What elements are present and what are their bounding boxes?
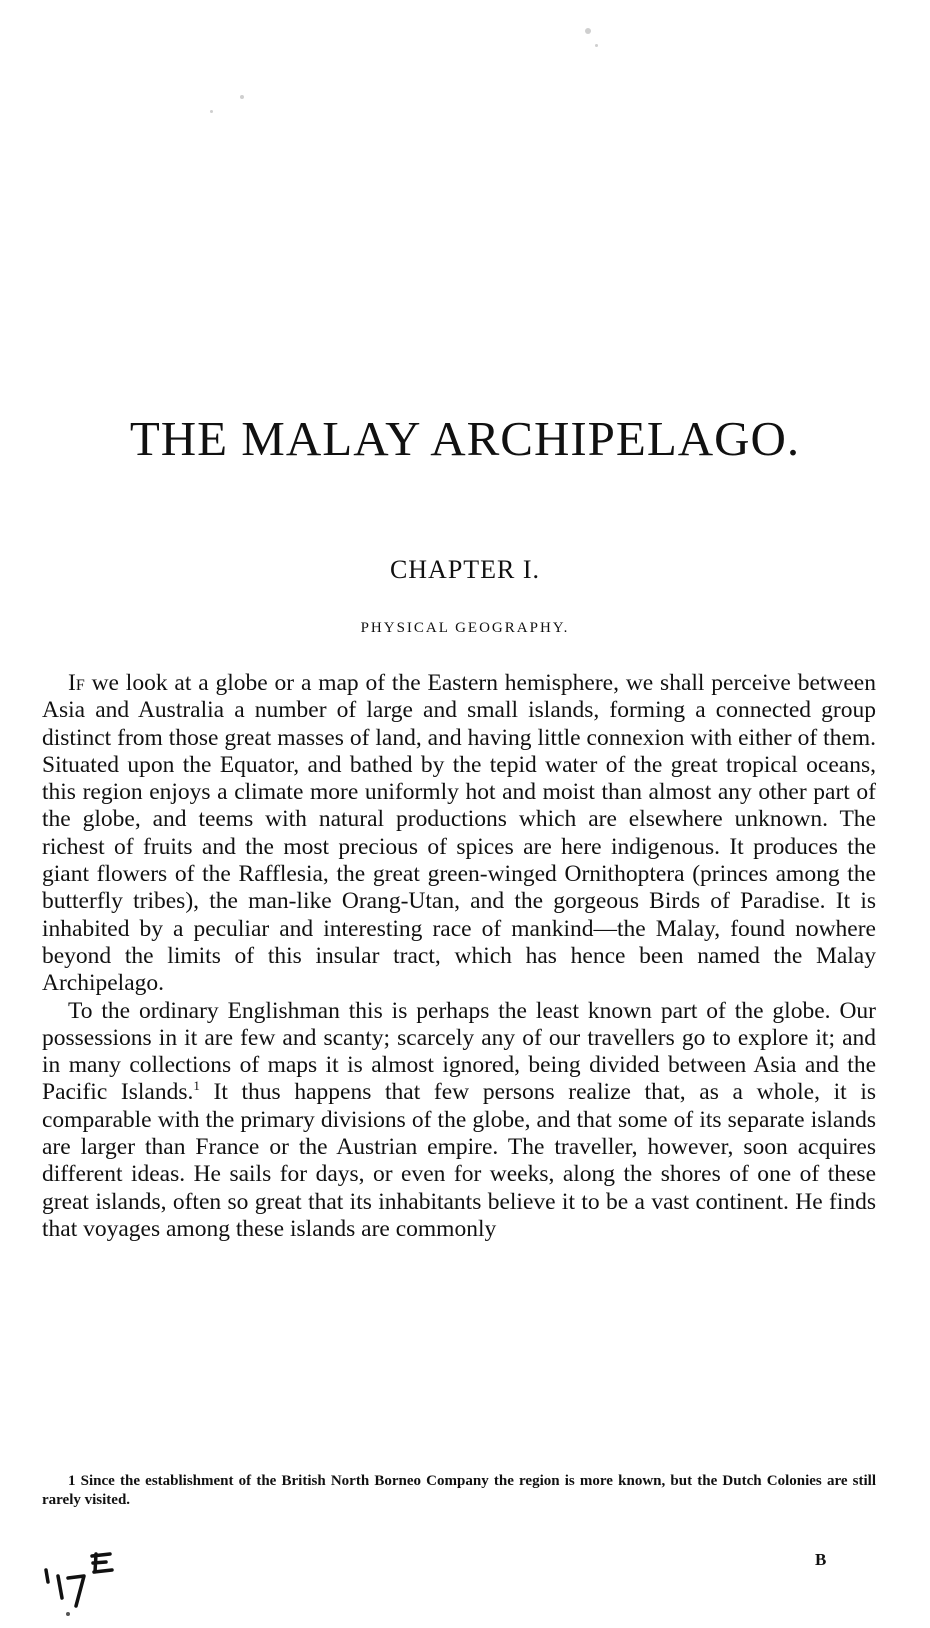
signature-mark: B [815,1550,827,1569]
book-title: THE MALAY ARCHIPELAGO. [129,411,801,466]
scan-speck [240,95,244,99]
paragraph-lead-word: If [68,670,85,696]
chapter-heading: CHAPTER I. [389,555,541,584]
paragraph-1-text: we look at a globe or a map of the Eastern hemisphere, we shall perceive between Asia and Australia a number of large and small islands, forming a connected group distinct from those great masses of land, and having little connexion with either of them. Situated upon the Equator, and bathed by the tepid water of the great tropical oceans, this region enjoys a climate more uniformly hot and moist than almost any other part of the globe, and teems with natural productions which are elsewhere unknown. The richest of fruits and the most precious of spices are here indigenous. It produces the giant flowers of the Rafflesia, the great green-winged Ornithoptera (princes among the butterfly tribes), the man-like Orang-Utan, and the gorgeous Birds of Paradise. It is inhabited by a peculiar and interesting race of mankind—the Malay, found nowhere beyond the limits of this insular tract, which has hence been named the Malay Archipelago. [42,670,876,997]
chapter-subtitle: PHYSICAL GEOGRAPHY. [360,620,570,636]
body-text [42,670,876,1243]
footnote-reference: 1 [193,1078,200,1094]
paragraph-2-text-a: To the ordinary Englishman this is perhaps the least known part of the globe. Our possessions in it are few and scanty; scarcely any of our travellers go to explore it; and in many collections of maps it is almost ignored, being divided between Asia and the Pacific Islands. [42,997,876,1106]
paragraph-1 [42,670,876,998]
scan-speck [210,110,213,113]
paragraph-2-text-b: It thus happens that few persons realize that, as a whole, it is comparable with the primary divisions of the globe, and that some of its separate islands are larger than France or the Austrian empire. The traveller, however, soon acquires different ideas. He sails for days, or even for weeks, along the shores of one of these great islands, often so great that its inhabitants believe it to be a vast continent. He finds that voyages among these islands are commonly [42,1079,876,1242]
scan-speck [585,28,591,34]
footnote: 1 Since the establishment of the British North Borneo Company the region is more known, but the Dutch Colonies are still rarely visited. [42,1473,876,1508]
handwritten-marks [40,1548,130,1618]
paragraph-2 [42,998,876,1244]
scan-speck [595,44,598,47]
